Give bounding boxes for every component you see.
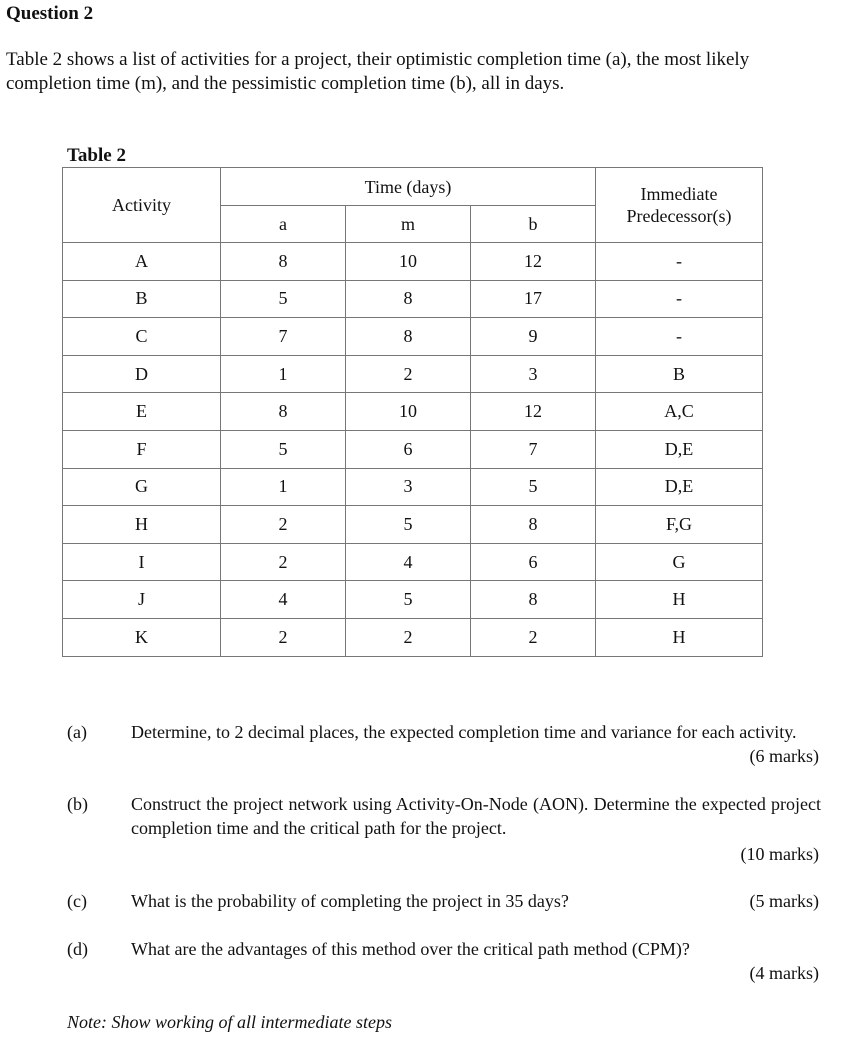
cell-a: 7 xyxy=(221,318,346,356)
cell-b: 7 xyxy=(471,430,596,468)
table-row xyxy=(63,468,763,506)
cell-b: 12 xyxy=(471,243,596,281)
cell-m: 8 xyxy=(346,318,471,356)
cell-m: 5 xyxy=(346,581,471,619)
question-marks: (6 marks) xyxy=(749,746,819,766)
question-marks: (4 marks) xyxy=(749,963,819,983)
cell-predecessor: H xyxy=(596,618,763,656)
cell-activity: H xyxy=(63,506,221,544)
header-a: a xyxy=(221,206,346,243)
cell-predecessor: D,E xyxy=(596,430,763,468)
header-predecessors xyxy=(596,168,763,243)
cell-m: 6 xyxy=(346,430,471,468)
cell-m: 2 xyxy=(346,355,471,393)
cell-a: 2 xyxy=(221,618,346,656)
cell-predecessor: - xyxy=(596,243,763,281)
header-activity: Activity xyxy=(63,168,221,243)
cell-predecessor: F,G xyxy=(596,506,763,544)
note: Note: Show working of all intermediate steps xyxy=(67,1012,392,1032)
cell-b: 12 xyxy=(471,393,596,431)
cell-activity: E xyxy=(63,393,221,431)
cell-m: 2 xyxy=(346,618,471,656)
question-label: (c) xyxy=(67,891,87,911)
cell-predecessor: G xyxy=(596,543,763,581)
header-time-days: Time (days) xyxy=(221,168,596,206)
cell-a: 8 xyxy=(221,393,346,431)
cell-activity: C xyxy=(63,318,221,356)
cell-predecessor: D,E xyxy=(596,468,763,506)
question-marks: (5 marks) xyxy=(749,891,819,911)
cell-activity: B xyxy=(63,280,221,318)
cell-b: 8 xyxy=(471,581,596,619)
question-label: (d) xyxy=(67,939,88,959)
table-row xyxy=(63,618,763,656)
cell-activity: F xyxy=(63,430,221,468)
cell-b: 2 xyxy=(471,618,596,656)
table-caption: Table 2 xyxy=(67,145,126,166)
cell-m: 4 xyxy=(346,543,471,581)
question-marks: (10 marks) xyxy=(740,844,819,864)
cell-a: 1 xyxy=(221,355,346,393)
table-row xyxy=(63,430,763,468)
question-label: (a) xyxy=(67,722,87,742)
table-row xyxy=(63,581,763,619)
table-row xyxy=(63,506,763,544)
cell-predecessor: - xyxy=(596,280,763,318)
cell-m: 3 xyxy=(346,468,471,506)
table-row xyxy=(63,280,763,318)
cell-activity: G xyxy=(63,468,221,506)
question-heading: Question 2 xyxy=(6,3,94,24)
cell-activity: I xyxy=(63,543,221,581)
cell-activity: K xyxy=(63,618,221,656)
cell-a: 2 xyxy=(221,506,346,544)
cell-b: 17 xyxy=(471,280,596,318)
cell-b: 8 xyxy=(471,506,596,544)
question-text: Determine, to 2 decimal places, the expected completion time and variance for each activity. xyxy=(131,722,797,742)
cell-a: 1 xyxy=(221,468,346,506)
cell-predecessor: B xyxy=(596,355,763,393)
cell-predecessor: - xyxy=(596,318,763,356)
question-label: (b) xyxy=(67,794,88,814)
cell-predecessor: A,C xyxy=(596,393,763,431)
cell-b: 5 xyxy=(471,468,596,506)
cell-activity: D xyxy=(63,355,221,393)
cell-m: 8 xyxy=(346,280,471,318)
cell-activity: A xyxy=(63,243,221,281)
question-text: What are the advantages of this method over the critical path method (CPM)? xyxy=(131,939,690,959)
activity-table xyxy=(62,167,763,657)
cell-b: 6 xyxy=(471,543,596,581)
cell-m: 10 xyxy=(346,243,471,281)
cell-b: 3 xyxy=(471,355,596,393)
question-text: Construct the project network using Activity-On-Node (AON). Determine the expected project completion time and the critical path for the project. xyxy=(131,794,821,838)
cell-m: 10 xyxy=(346,393,471,431)
table-row xyxy=(63,243,763,281)
cell-activity: J xyxy=(63,581,221,619)
cell-a: 4 xyxy=(221,581,346,619)
cell-b: 9 xyxy=(471,318,596,356)
header-predecessors-line2: Predecessor(s) xyxy=(626,206,732,226)
header-b: b xyxy=(471,206,596,243)
header-predecessors-line1: Immediate xyxy=(640,184,718,204)
table-row xyxy=(63,318,763,356)
cell-a: 5 xyxy=(221,430,346,468)
cell-predecessor: H xyxy=(596,581,763,619)
cell-m: 5 xyxy=(346,506,471,544)
intro-paragraph: Table 2 shows a list of activities for a project, their optimistic completion time (a), the most likely completion time (m), and the pessimistic completion time (b), all in days. xyxy=(6,49,750,94)
cell-a: 8 xyxy=(221,243,346,281)
cell-a: 5 xyxy=(221,280,346,318)
cell-a: 2 xyxy=(221,543,346,581)
question-text: What is the probability of completing the project in 35 days? xyxy=(131,891,569,911)
header-m: m xyxy=(346,206,471,243)
table-row xyxy=(63,543,763,581)
table-row xyxy=(63,355,763,393)
table-row xyxy=(63,393,763,431)
